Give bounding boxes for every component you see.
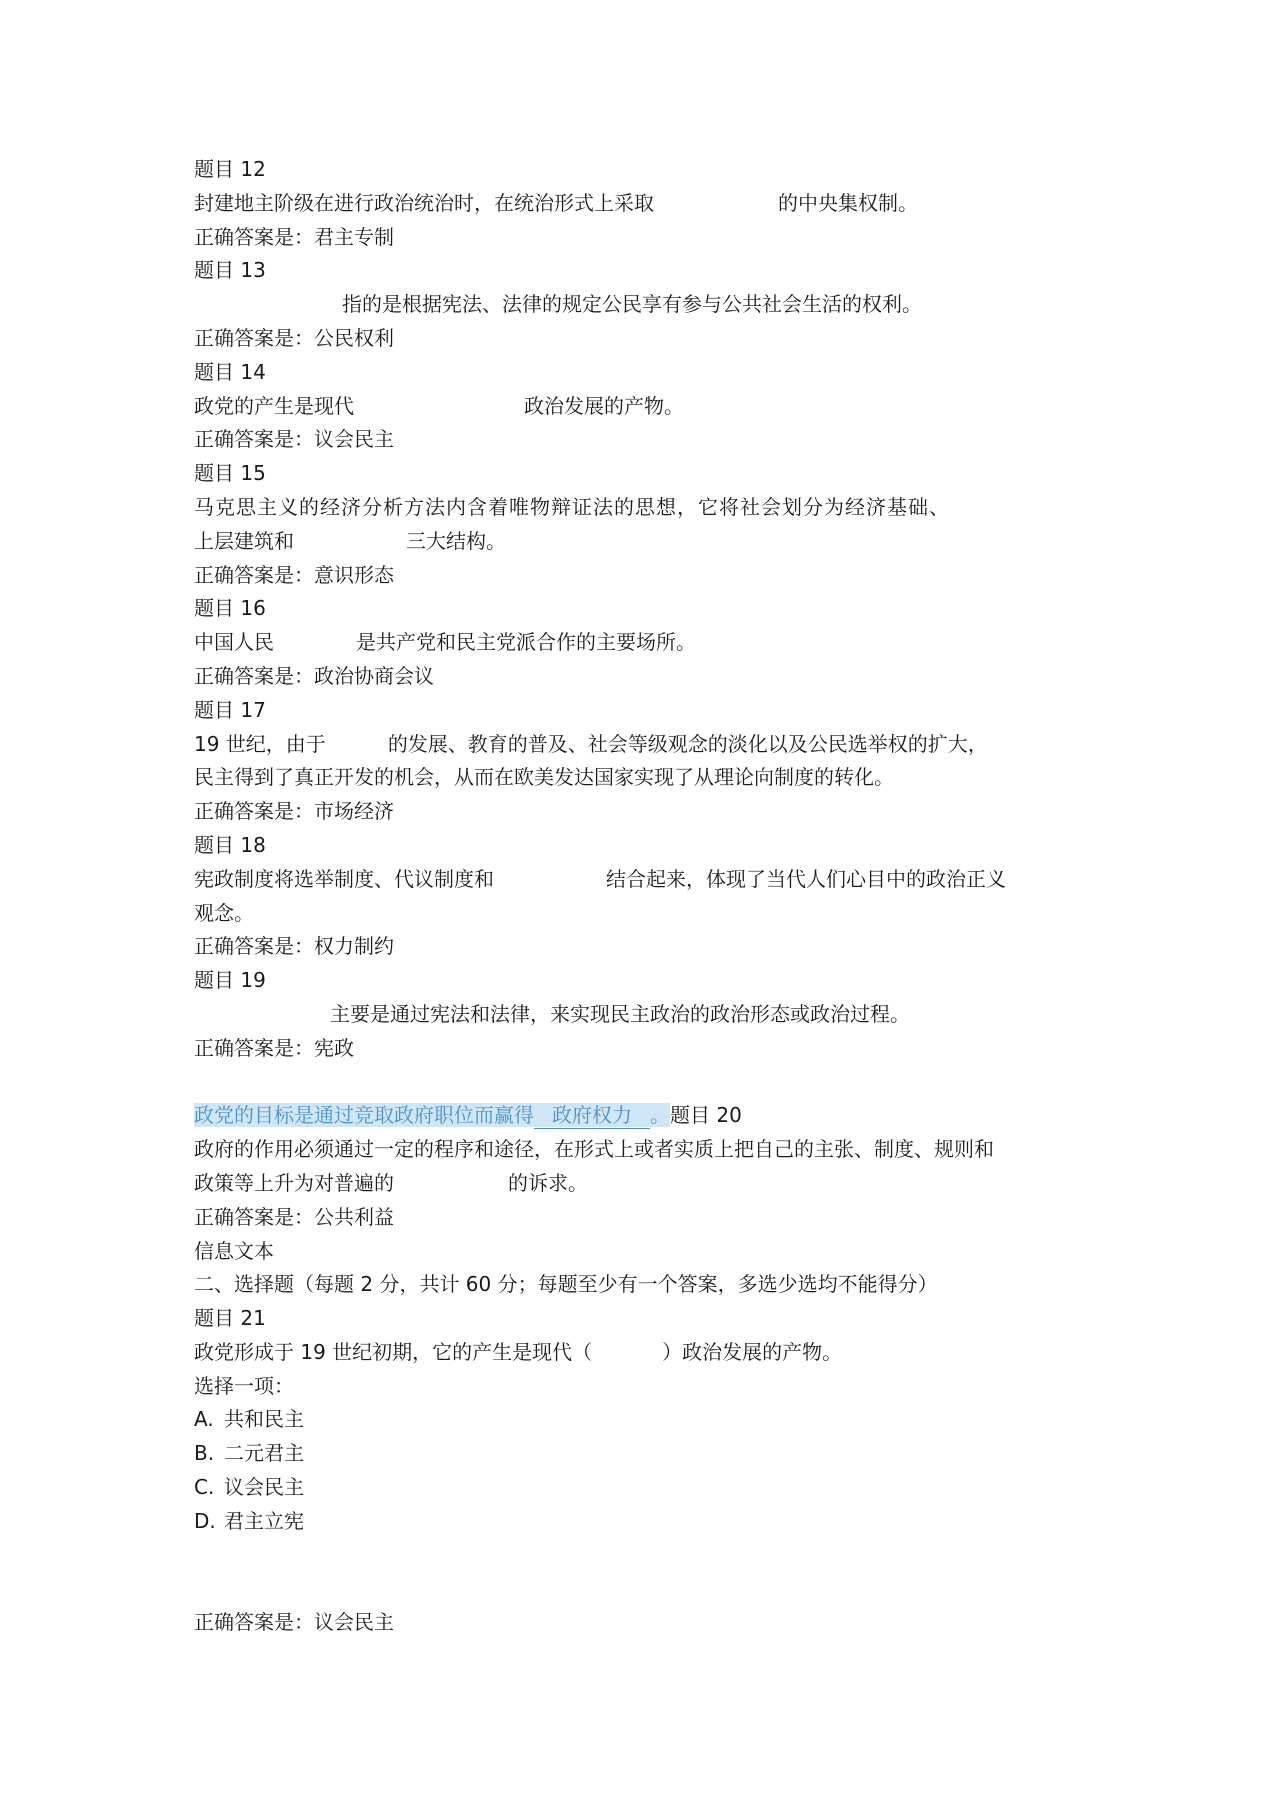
option-c[interactable]	[194, 1471, 1094, 1505]
question-text-before: 中国人民	[194, 630, 274, 655]
question-text: 观念。	[194, 900, 254, 925]
question-text-after: 三大结构。	[406, 528, 506, 553]
document-body	[194, 153, 1094, 1640]
question-label: 题目 21	[194, 1306, 266, 1331]
question-text-after: 结合起来，体现了当代人们心目中的政治正义	[606, 866, 1006, 891]
question-text-before: 19 世纪，由于	[194, 731, 326, 756]
question-text: 民主得到了真正开发的机会，从而在欧美发达国家实现了从理论向制度的转化。	[194, 765, 894, 790]
option-a[interactable]	[194, 1403, 1094, 1437]
question-text-after: 的中央集权制。	[778, 190, 918, 215]
question-label: 题目 14	[194, 359, 266, 384]
option-letter: C.	[194, 1475, 215, 1500]
highlight-line	[194, 1099, 1094, 1133]
question-text-after: 是共产党和民主党派合作的主要场所。	[356, 630, 696, 655]
option-letter: D.	[194, 1508, 216, 1533]
question-text	[194, 626, 1094, 660]
question-text	[194, 187, 1094, 221]
highlight-prefix: 政党的目标是通过竞取政府职位而赢得	[194, 1103, 534, 1128]
correct-answer: 正确答案是：君主专制	[194, 224, 394, 249]
question-label: 题目 20	[670, 1103, 742, 1128]
correct-answer: 正确答案是：议会民主	[194, 1610, 394, 1635]
correct-answer: 正确答案是：议会民主	[194, 427, 394, 452]
question-label: 题目 15	[194, 461, 266, 486]
blank-line	[194, 1539, 1094, 1607]
question-text	[194, 390, 1094, 424]
question-text	[194, 525, 1094, 559]
option-text: 共和民主	[224, 1407, 304, 1432]
correct-answer: 正确答案是：宪政	[194, 1035, 354, 1060]
question-text	[194, 998, 1094, 1032]
option-b[interactable]	[194, 1437, 1094, 1471]
question-text-before: 封建地主阶级在进行政治统治时，在统治形式上采取	[194, 190, 654, 215]
question-text-after: 政治发展的产物。	[524, 393, 684, 418]
question-text: 政府的作用必须通过一定的程序和途径，在形式上或者实质上把自己的主张、制度、规则和	[194, 1137, 994, 1162]
question-label: 题目 13	[194, 258, 266, 283]
correct-answer: 正确答案是：政治协商会议	[194, 663, 434, 688]
highlighted-text	[194, 1103, 670, 1127]
option-text: 议会民主	[224, 1475, 304, 1500]
question-text-after: 的发展、教育的普及、社会等级观念的淡化以及公民选举权的扩大，	[387, 731, 988, 756]
question-text-after: 主要是通过宪法和法律，来实现民主政治的政治形态或政治过程。	[330, 1001, 910, 1026]
question-text-before: 政党形成于 19 世纪初期，它的产生是现代（	[194, 1339, 593, 1364]
question-text-after: 的诉求。	[508, 1170, 588, 1195]
question-text-before: 政党的产生是现代	[194, 393, 354, 418]
choice-prompt: 选择一项：	[194, 1373, 294, 1398]
correct-answer: 正确答案是：公民权利	[194, 325, 394, 350]
question-label: 题目 18	[194, 832, 266, 857]
option-text: 二元君主	[224, 1441, 304, 1466]
option-text: 君主立宪	[224, 1508, 304, 1533]
correct-answer: 正确答案是：意识形态	[194, 562, 394, 587]
question-text: 马克思主义的经济分析方法内含着唯物辩证法的思想，它将社会划分为经济基础、	[194, 494, 950, 519]
question-label: 题目 17	[194, 697, 266, 722]
question-text-before: 宪政制度将选举制度、代议制度和	[194, 866, 494, 891]
question-text-before: 上层建筑和	[194, 528, 294, 553]
option-letter: A.	[194, 1407, 214, 1432]
question-text-before: 政策等上升为对普遍的	[194, 1170, 394, 1195]
option-letter: B.	[194, 1441, 215, 1466]
question-label: 题目 12	[194, 157, 266, 181]
question-text-after: 指的是根据宪法、法律的规定公民享有参与公共社会生活的权利。	[342, 292, 922, 317]
question-label: 题目 19	[194, 968, 266, 993]
question-text	[194, 863, 1094, 897]
option-d[interactable]	[194, 1505, 1094, 1539]
question-text	[194, 728, 1094, 762]
question-text-after: ）政治发展的产物。	[662, 1339, 843, 1364]
correct-answer: 正确答案是：权力制约	[194, 934, 394, 959]
correct-answer: 正确答案是：公共利益	[194, 1204, 394, 1229]
question-label: 题目 16	[194, 596, 266, 621]
correct-answer: 正确答案是：市场经济	[194, 799, 394, 824]
highlight-suffix: 。	[650, 1103, 670, 1128]
question-text	[194, 288, 1094, 322]
question-text	[194, 1167, 1094, 1201]
blank-line	[194, 1066, 1094, 1100]
info-text: 信息文本	[194, 1238, 274, 1263]
section-title: 二、选择题（每题 2 分，共计 60 分；每题至少有一个答案，多选少选均不能得分）	[194, 1272, 938, 1297]
question-text	[194, 1336, 1094, 1370]
underlined-answer: 政府权力	[534, 1102, 650, 1129]
